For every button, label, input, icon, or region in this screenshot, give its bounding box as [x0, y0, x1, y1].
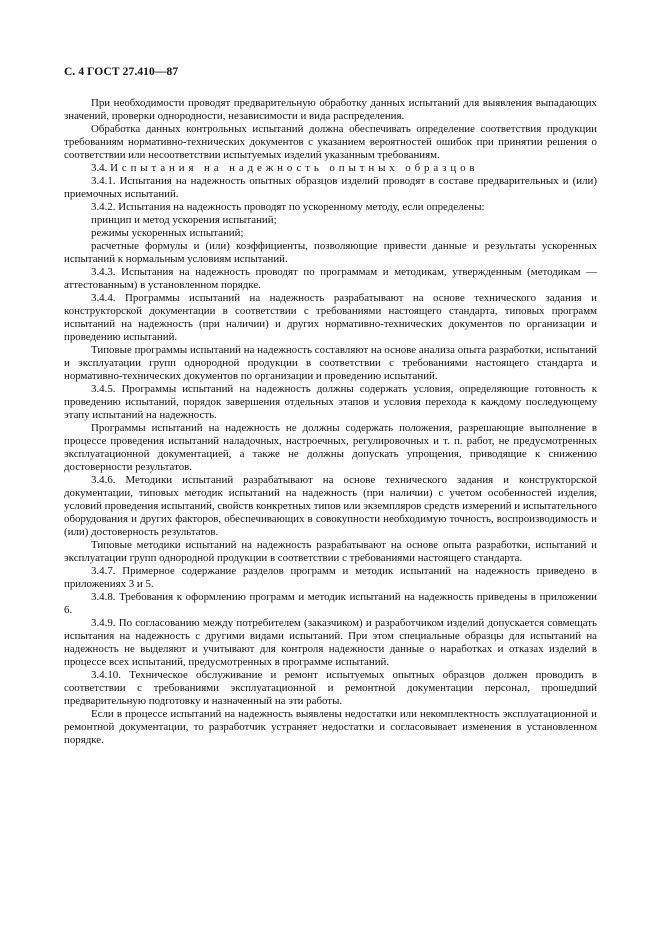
list-item: режимы ускоренных испытаний;	[91, 227, 244, 239]
paragraph: При необходимости проводят предварительную обработку данных испытаний для выявления выпадающих значений, проверки однородности, независимости и вида распределения.	[64, 97, 597, 122]
paragraph: 3.4.8. Требования к оформлению программ и методик испытаний на надежность приведены в приложении 6.	[64, 591, 597, 616]
paragraph: Программы испытаний на надежность не должны содержать положения, разрешающие выполнение в процессе проведения испытаний наладочных, настроечных, регулировочных и т. п. работ, не предусмотренных эксплуатационной документацией, а также не должны допускать упрощения, приводящие к снижению достоверности результатов.	[64, 422, 597, 473]
section-heading	[64, 162, 597, 175]
paragraph: 3.4.1. Испытания на надежность опытных образцов изделий проводят в составе предварительных и (или) приемочных испытаний.	[64, 175, 597, 200]
section-title: Испытания на надежность опытных образцов	[110, 162, 479, 174]
paragraph: 3.4.7. Примерное содержание разделов программ и методик испытаний на надежность приведено в приложениях 3 и 5.	[64, 565, 597, 590]
paragraph: 3.4.6. Методики испытаний разрабатывают на основе технического задания и конструкторской документации, типовых методик испытаний на надежность (при наличии) с учетом особенностей изделия, условий проведения испытаний, свойств конкретных типов или экземпляров средств измерений и испытательного оборудования и других факторов, обеспечивающих в совокупности необходимую точность, воспроизводимость и (или) достоверность результатов.	[64, 474, 597, 538]
list-item: принцип и метод ускорения испытаний;	[91, 214, 277, 226]
paragraph: 3.4.10. Техническое обслуживание и ремонт испытуемых опытных образцов должен проводить в соответствии с требованиями эксплуатационной и ремонтной документации персонал, прошедший предварительную подготовку и назначенный на эти работы.	[64, 669, 597, 707]
page-header: С. 4 ГОСТ 27.410—87	[64, 66, 179, 78]
paragraph: Типовые методики испытаний на надежность разрабатывают на основе опыта разработки, испытаний и эксплуатации групп однородной продукции в соответствии с требованиями настоящего стандарта.	[64, 539, 597, 564]
document-body	[64, 97, 597, 747]
section-number: 3.4.	[91, 162, 108, 174]
paragraph: Типовые программы испытаний на надежность составляют на основе анализа опыта разработки, испытаний и эксплуатации групп однородной продукции в соответствии с требованиями настоящего стандарта и нормативно-технических документов по организации и проведению испытаний.	[64, 344, 597, 382]
paragraph: Обработка данных контрольных испытаний должна обеспечивать определение соответствия продукции требованиям нормативно-технических документов с указанием вероятностей ошибок при принятии решения о соответствии или несоответствии испытуемых изделий указанным требованиям.	[64, 123, 597, 161]
paragraph: 3.4.3. Испытания на надежность проводят по программам и методикам, утвержденным (методикам — аттестованным) в установленном порядке.	[64, 266, 597, 291]
paragraph: 3.4.2. Испытания на надежность проводят по ускоренному методу, если определены:	[91, 201, 485, 213]
paragraph: 3.4.9. По согласованию между потребителем (заказчиком) и разработчиком изделий допускается совмещать испытания на надежность с другими видами испытаний. При этом специальные образцы для испытаний на надежность не выделяют и учитывают для контроля надежности данные о наработках и отказах изделий в процессе всех испытаний, предусмотренных в программе испытаний.	[64, 617, 597, 668]
paragraph: 3.4.4. Программы испытаний на надежность разрабатывают на основе технического задания и конструкторской документации в соответствии с требованиями настоящего стандарта, типовых программ испытаний на надежность (при наличии) и других нормативно-технических документов по организации и проведению испытаний.	[64, 292, 597, 343]
paragraph: Если в процессе испытаний на надежность выявлены недостатки или некомплектность эксплуатационной и ремонтной документации, то разработчик устраняет недостатки и согласовывает изменения в установленном порядке.	[64, 708, 597, 746]
paragraph: 3.4.5. Программы испытаний на надежность должны содержать условия, определяющие готовность к проведению испытаний, порядок завершения отдельных этапов и условия перехода к каждому последующему этапу испытаний на надежность.	[64, 383, 597, 421]
list-item: расчетные формулы и (или) коэффициенты, позволяющие привести данные и результаты ускоренных испытаний к нормальным условиям испытаний.	[64, 240, 597, 265]
